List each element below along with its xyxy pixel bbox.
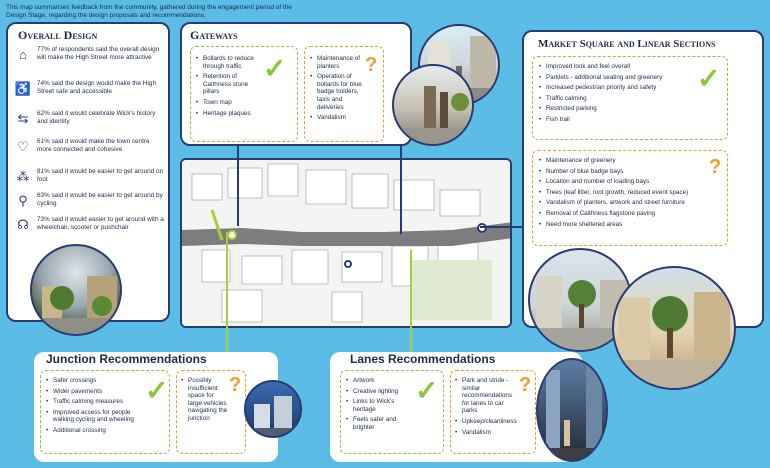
stat-text: 63% said it would be easier to get around by cycling (37, 192, 163, 207)
junction-concerns-list (181, 377, 229, 426)
market-positives-list (539, 63, 689, 127)
list-item: • Location and number of loading bays (539, 178, 711, 186)
junction-title: Junction Recommendations (46, 352, 207, 366)
wheelchair-icon: ♿ (14, 81, 32, 96)
list-item: • Additional crossing (46, 427, 150, 435)
list-item: • Removal of Caithness flagstone paving (539, 210, 711, 218)
list-item: • Park and stride - similar recommendations for lanes to car parks (455, 377, 517, 415)
gateway-illustration-2 (394, 66, 474, 146)
stat-item (14, 138, 164, 156)
gateways-panel (180, 22, 412, 146)
junction-illustration (246, 382, 302, 438)
list-item: • Retention of Caithness stone pillars (196, 73, 258, 96)
stat-text: 61% said it would make the town centre more connected and cohesive (37, 138, 150, 153)
bicycle-icon: ⚲ (18, 193, 28, 208)
market-concerns-list (539, 157, 711, 231)
stat-text: 62% said it would celebrate Wick's history and identity (37, 110, 156, 125)
list-item: • Improved access for people walking cycling and wheeling (46, 409, 150, 424)
list-item: • Possibly insufficient space for large vehicles navigating the junction (181, 377, 229, 423)
plaza-photo (30, 244, 122, 336)
lanes-positives-list (346, 377, 412, 435)
intro-text: This map summarises feedback from the community, gathered during the engagement period of the Design Stage, regarding the design proposals and recommendations. (6, 4, 293, 19)
stat-text: 74% said the design would make the High Street safe and accessible (37, 80, 157, 95)
overall-design-title: Overall Design (18, 28, 98, 42)
list-item: • Safer crossings (46, 377, 150, 385)
street-map (180, 158, 512, 328)
lanes-photo (536, 358, 608, 462)
list-item: • Vandalism of planters, artwork and street furniture (539, 199, 711, 207)
stat-item (14, 110, 164, 128)
house-icon: ⌂ (19, 47, 27, 62)
list-item: • Restricted parking (539, 105, 689, 113)
stat-text: 81% said it would be easier to get around on foot (37, 168, 164, 183)
list-item: • Trees (leaf litter, root growth, reduced event space) (539, 189, 711, 197)
list-item: • Vandalism (455, 429, 517, 437)
question-icon: ? (519, 374, 532, 396)
leader-line (400, 146, 402, 234)
lanes-title: Lanes Recommendations (350, 352, 496, 366)
question-icon: ? (365, 54, 378, 76)
list-item: • Heritage plaques (196, 110, 258, 118)
list-item: • Number of blue badge bays (539, 168, 711, 176)
map-drawing (182, 160, 512, 328)
gateways-concerns-list (310, 55, 364, 125)
list-item: • Operation of bollards for blue badge holders, taxis and deliveries (310, 73, 364, 111)
stat-item (14, 168, 164, 186)
market-positives-box (532, 56, 728, 140)
junction-positives-box (40, 370, 170, 454)
stat-text: 73% said it would easier to get around with a wheelchair, scooter or pushchair (37, 216, 164, 231)
list-item: • Parklets - additional seating and greenery (539, 74, 689, 82)
junction-photo (244, 380, 302, 438)
leader-line (226, 232, 228, 356)
list-item: • Increased pedestrian priority and safety (539, 84, 689, 92)
market-concerns-box (532, 150, 728, 246)
stat-item (14, 80, 164, 98)
stat-item (14, 216, 164, 234)
junction-concerns-box (176, 370, 246, 454)
lanes-illustration (538, 360, 608, 462)
list-item: • Town map (196, 99, 258, 107)
stat-text: 77% of respondents said the overall design will make the High Street more attractive (37, 46, 160, 61)
lanes-concerns-list (455, 377, 517, 439)
list-item: • Traffic calming measures (46, 398, 150, 406)
list-item: • Artwork (346, 377, 412, 385)
lanes-concerns-box (450, 370, 536, 454)
signpost-icon: ⇆ (17, 111, 29, 126)
leader-line (410, 250, 412, 354)
list-item: • Traffic calming (539, 95, 689, 103)
leader-line (480, 226, 524, 228)
list-item: • Need more sheltered areas (539, 221, 711, 229)
market-illustration-2 (614, 268, 736, 390)
plaza-illustration (32, 246, 122, 336)
list-item: • Maintenance of planters (310, 55, 364, 70)
check-icon: ✓ (697, 63, 721, 94)
question-icon: ? (709, 156, 722, 178)
gateways-positives-list (196, 55, 258, 120)
market-square-title: Market Square and Linear Sections (538, 38, 716, 50)
list-item: • Creative lighting (346, 388, 412, 396)
stat-item (14, 46, 164, 64)
list-item: • Links to Wick's heritage (346, 398, 412, 413)
market-photo-2 (612, 266, 736, 390)
list-item: • Maintenance of greenery (539, 157, 711, 165)
list-item: • Feels safer and brighter (346, 416, 412, 431)
list-item: • Upkeep/cleanliness (455, 418, 517, 426)
list-item: • Bollards to reduce through traffic (196, 55, 258, 70)
junction-panel (34, 352, 278, 462)
footprints-icon: ⁂ (16, 169, 30, 184)
list-item: • Fish trail (539, 116, 689, 124)
question-icon: ? (229, 374, 242, 396)
list-item: • Wider pavements (46, 388, 150, 396)
lanes-positives-box (340, 370, 444, 454)
check-icon: ✓ (415, 375, 439, 406)
check-icon: ✓ (145, 375, 169, 406)
list-item: • Improved look and feel overall (539, 63, 689, 71)
mobility-icon: ☊ (17, 217, 29, 232)
gateways-concerns-box (304, 46, 384, 142)
stat-item (14, 192, 164, 210)
junction-positives-list (46, 377, 150, 438)
gateways-title: Gateways (190, 28, 238, 42)
heart-hands-icon: ♡ (17, 139, 29, 154)
leader-line (237, 146, 239, 226)
gateways-positives-box (190, 46, 298, 142)
list-item: • Vandalism (310, 114, 364, 122)
gateway-photo-2 (392, 64, 474, 146)
check-icon: ✓ (263, 53, 287, 84)
